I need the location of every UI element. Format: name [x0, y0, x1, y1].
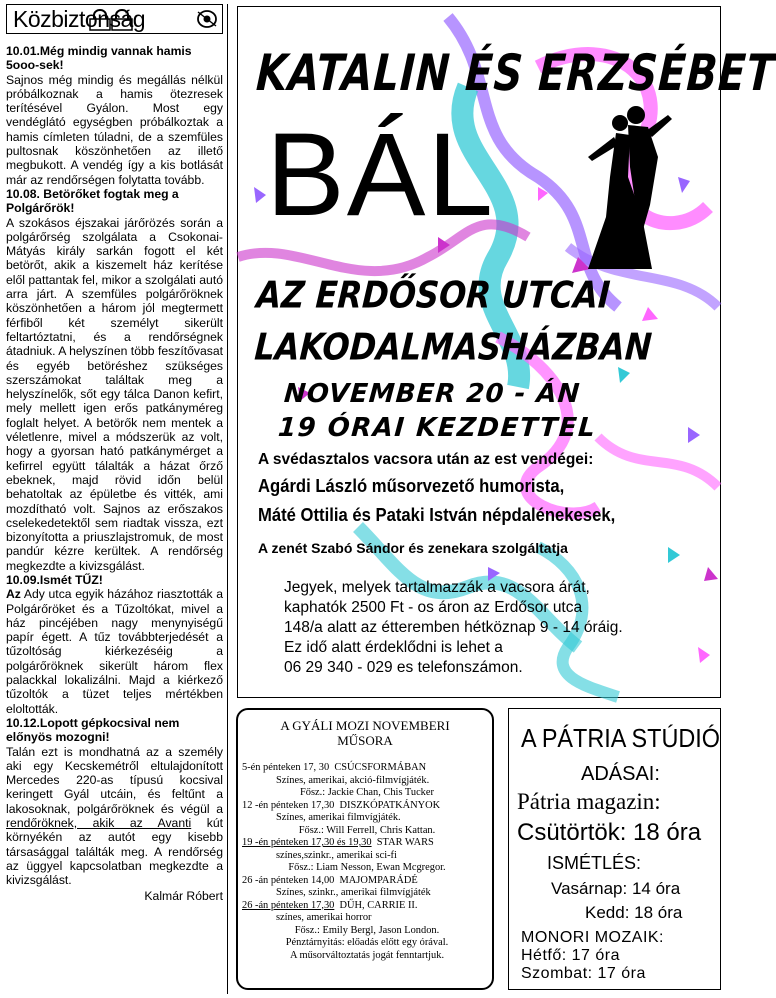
article-title: 10.09.Ismét TŰZ! [6, 572, 103, 587]
article-body [6, 587, 223, 716]
screening-film: CSÚCSFORMÁBAN [334, 762, 427, 773]
poster-ticket-line: Ez idő alatt érdeklődni is lehet a [284, 639, 503, 656]
article-text: Ady utca egyik házához riasztották a Polgárőröket és a Tűzoltókat, mivel a ház pincéjében nagy menynyiségű papír égett. A tűz továbbterjedését a tűzoltóság kiérkezéséig a polgárőröknek sikerült három flex palackkal lokalizálni. Majd a kiérkező tűzoltók a tüzet teljes mértékben eloltották. [6, 587, 223, 716]
screening-date: 5-én pénteken 17, 30 [242, 762, 330, 773]
ball-poster [237, 6, 776, 698]
screening-info: színes,szinkr., amerikai sci-fi [276, 849, 397, 861]
patria-repeat-tuesday: Kedd: 18 óra [585, 903, 683, 922]
screening-line [242, 875, 492, 888]
screening-film: DŰH, CARRIE II. [339, 899, 418, 911]
poster-ticket-line: kaphatók 2500 Ft - os áron az Erdősor utca [284, 599, 583, 616]
left-column [6, 4, 223, 994]
screening-info: Színes, amerikai filmvígjáték. [276, 812, 401, 823]
article-body: Sajnos még mindig és megállás nélkül próbálkoznak a hamis ötezresek terítésével Gyálon. Most egy vendéglátó egységben próbálkoztak a hamis címleten túladni, de a szemfüles pultosnak köszönhetően az illető megbukott. A vendég így a kis botlását már az rendőrségen folytatta tovább. [6, 72, 223, 187]
screening-film: DISZKÓPATKÁNYOK [339, 799, 441, 811]
poster-date: NOVEMBER 20 - ÁN [282, 379, 582, 409]
section-title: Közbiztonság [13, 6, 146, 32]
article-body [6, 745, 223, 888]
cinema-program-box [236, 708, 494, 990]
screening-info: színes, amerikai horror [276, 912, 372, 923]
poster-ticket-line: Jegyek, melyek tartalmazzák a vacsora árát, [284, 579, 590, 596]
patria-repeat-label: ISMÉTLÉS: [547, 853, 642, 873]
screening-cast: Fősz.: Jackie Chan, Chis Tucker [300, 787, 434, 798]
screening-film: STAR WARS [376, 837, 434, 848]
poster-time: 19 ÓRAI KEZDETTEL [276, 413, 598, 443]
poster-guest-2: Máté Ottilia és Pataki István népdalénekesek, [258, 504, 616, 525]
patria-magazine-time: Csütörtök: 18 óra [517, 819, 702, 846]
screening-date: 26 -án pénteken 14,00 [242, 874, 335, 886]
screening-cast: Fősz.: Emily Bergl, Jason London. [294, 924, 440, 936]
screening-date: 12 -én pénteken 17,30 [242, 799, 335, 811]
patria-broadcasts-label: ADÁSAI: [581, 763, 660, 785]
monori-mozaik-label: MONORI MOZAIK: [521, 929, 664, 946]
article-lead: Az [6, 587, 21, 602]
section-header [6, 4, 223, 34]
article-title: 10.08. Betörőket fogtak meg a Polgárőrök! [6, 186, 179, 216]
screening-line [242, 900, 492, 913]
column-divider [227, 4, 228, 994]
poster-music: A zenét Szabó Sándor és zenekara szolgáltatja [258, 540, 568, 556]
article-underlined-text: rendőröknek, akik az Avanti [6, 816, 192, 831]
box-office-note: Pénztárnyitás: előadás előtt egy órával. [285, 937, 449, 948]
author-signature: Kalmár Róbert [144, 888, 223, 903]
poster-venue-line2: LAKODALMASHÁZBAN [253, 325, 654, 369]
patria-title: A PÁTRIA STÚDIÓ [521, 723, 720, 753]
police-badge-icon [196, 9, 218, 29]
cinema-title: A GYÁLI MOZI NOVEMBERI [280, 718, 450, 733]
screening-film: MAJOMPARÁDÉ [339, 874, 418, 886]
patria-repeat-sunday: Vasárnap: 14 óra [551, 879, 681, 898]
poster-guests-intro: A svédasztalos vacsora után az est vendégei: [258, 451, 594, 468]
program-change-note: A műsorváltoztatás jogát fenntartjuk. [289, 949, 445, 961]
screening-cast: Fősz.: Will Ferrell, Chris Kattan. [298, 824, 436, 836]
patria-magazine-label: Pátria magazin: [517, 789, 661, 814]
screening-line [242, 837, 492, 850]
screening-info: Színes, amerikai, akció-filmvígjáték. [276, 774, 430, 786]
poster-headline: KATALIN ÉS ERZSÉBET [254, 45, 776, 103]
screening-line [242, 800, 492, 813]
patria-studio-box [508, 708, 721, 990]
screening-cast: Fősz.: Liam Nesson, Ewan Mcgregor. [288, 862, 446, 873]
poster-guest-1: Agárdi László műsorvezető humorista, [258, 475, 565, 496]
article-title: 10.01.Még mindig vannak hamis 5ooo-sek! [6, 44, 192, 73]
screening-date: 26 -án pénteken 17,30 [242, 899, 335, 911]
poster-bal-title: BÁL [266, 109, 496, 241]
poster-ticket-line: 06 29 340 - 029 es telefonszámon. [284, 659, 523, 676]
screening-line [242, 762, 492, 775]
article-body: A szokásos éjszakai járőrözés során a polgárőrség szolgálata a Csokonai-Mátyás király sarkán fogott el két betörőt, akik a kiszemelt ház kerítése elől pattantak fel, mikor a szolgálati autó arra járt. A szemfüles polgárőröknek köszönhetően a három jól megtermett férfiből két személyt sikerült feltartóztatni, és a rendőrségnek átadniuk. A helyszínen több feszítővasat és egyéb betöréshez szükséges szerszámokat találtak meg a helyszínelők, sőt egy tálca Danon kefirt, mely mellett igen erős patkányméreg foglalt helyet. A betörők nem mentek a véletlenre, mivel a módszerük az volt, hogy a gyorsan ható patkánymérget a kefirrel együtt tálalták a házat őrző ebeknek, majd rövid időn belül behatoltak az épületbe és vitték, ami mozdítható volt. Sajnos az erőszakos cselekedetektől sem riadtak vissza, ezt bizonyította a priuszlajstromuk, de most pandúr kézre kerültek. A rendőrség megkezdte a kivizsgálást. [6, 215, 223, 573]
monori-mozaik-saturday: Szombat: 17 óra [521, 965, 646, 982]
monori-mozaik-monday: Hétfő: 17 óra [521, 947, 620, 964]
cinema-subtitle: MŰSORA [337, 733, 393, 748]
poster-venue-line1: AZ ERDŐSOR UTCAI [255, 273, 612, 317]
article-title: 10.12.Lopott gépkocsival nem előnyös mozogni! [6, 715, 180, 745]
article-text: kút környékén az autót egy kisebb társasággal találták meg. A rendőrség az üggyel kapcsolatban megkezdte a kivizsgálást. [6, 816, 223, 888]
poster-ticket-line: 148/a alatt az étteremben hétköznap 9 - 14 óráig. [284, 619, 623, 636]
cinema-listing [238, 762, 492, 962]
screening-date: 19 -én pénteken 17,30 és 19,30 [242, 837, 372, 848]
screening-info: Színes, szinkr., amerikai filmvígjáték [276, 887, 431, 898]
article-text: Talán ezt is mondhatná az a személy aki egy Kecskemétről eltulajdonított Mercedes 220-as típusú kocsival keringett Gyál utcáin, és feltűnt a lakosoknak, polgárőröknek és végül a [6, 744, 223, 816]
dancing-couple-silhouette [588, 106, 672, 269]
